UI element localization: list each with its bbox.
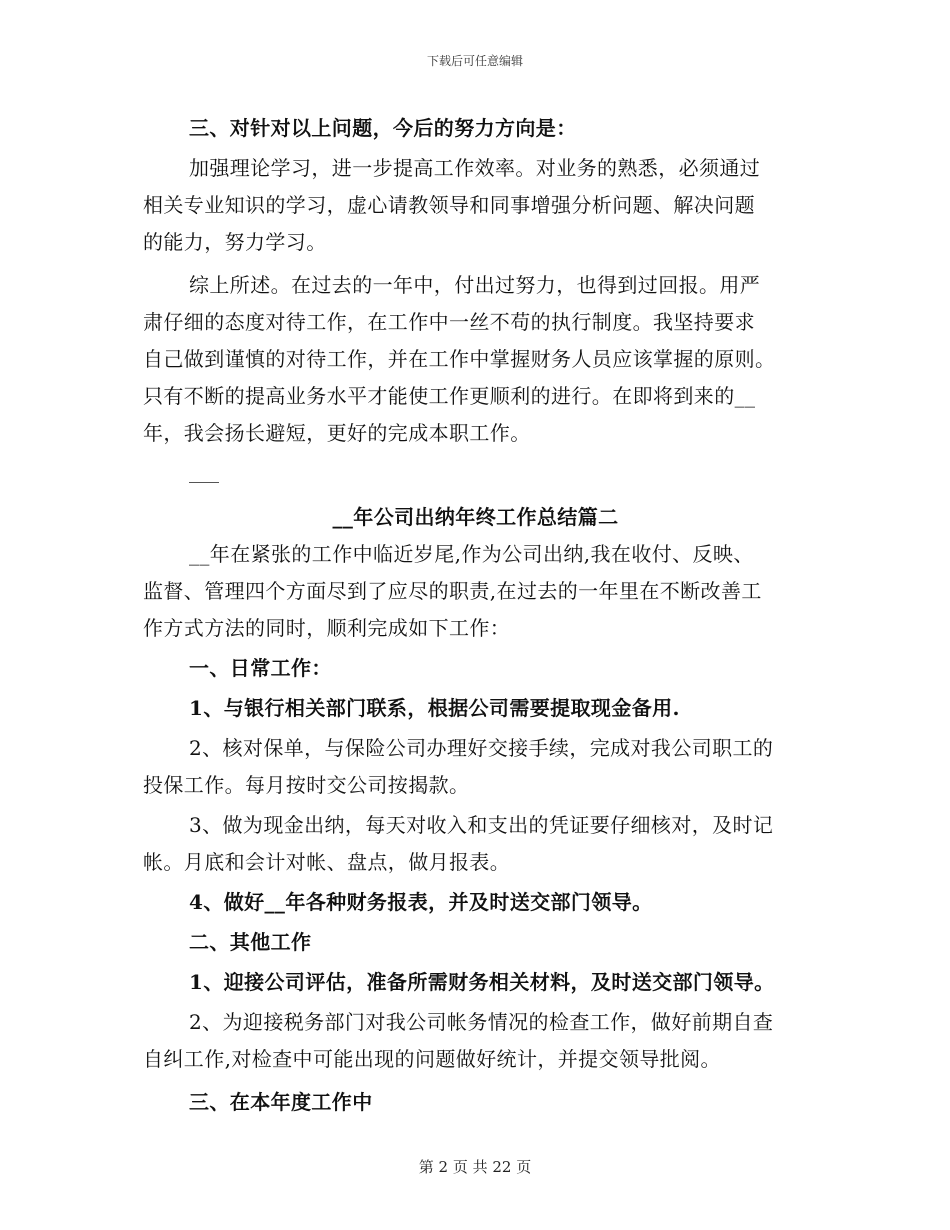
list-item: 1、迎接公司评估，准备所需财务相关材料，及时送交部门领导。 — [189, 970, 775, 994]
list-item: 3、做为现金出纳，每天对收入和支出的凭证要仔细核对，及时记 — [189, 813, 774, 837]
list-item: 投保工作。每月按时交公司按揭款。 — [143, 773, 470, 797]
paragraph-line: 肃仔细的态度对待工作，在工作中一丝不苟的执行制度。我坚持要求 — [143, 310, 755, 334]
paragraph-line: 自己做到谨慎的对待工作，并在工作中掌握财务人员应该掌握的原则。 — [143, 347, 776, 371]
paragraph-line: 监督、管理四个方面尽到了应尽的职责,在过去的一年里在不断改善工 — [143, 579, 762, 603]
paragraph-line: 相关专业知识的学习，虚心请教领导和同事增强分析问题、解决问题 — [143, 193, 755, 217]
section-heading: 三、在本年度工作中 — [189, 1090, 373, 1114]
list-item: 4、做好__年各种财务报表，并及时送交部门领导。 — [189, 890, 653, 914]
list-item: 2、为迎接税务部门对我公司帐务情况的检查工作，做好前期自查 — [189, 1010, 774, 1034]
paragraph-line: 综上所述。在过去的一年中，付出过努力，也得到过回报。用严 — [189, 273, 761, 297]
list-item: 1、与银行相关部门联系，根据公司需要提取现金备用. — [189, 696, 680, 720]
paragraph-line: 的能力，努力学习。 — [143, 230, 327, 254]
list-item: 自纠工作,对检查中可能出现的问题做好统计，并提交领导批阅。 — [143, 1047, 721, 1071]
paragraph-line: 加强理论学习，进一步提高工作效率。对业务的熟悉，必须通过 — [189, 156, 761, 180]
paragraph-line: 年，我会扬长避短，更好的完成本职工作。 — [143, 421, 531, 445]
article-title: __年公司出纳年终工作总结篇二 — [332, 505, 619, 529]
section-heading: 三、对针对以上问题，今后的努力方向是： — [189, 116, 577, 140]
paragraph-line: __年在紧张的工作中临近岁尾,作为公司出纳,我在收付、反映、 — [189, 542, 754, 566]
paragraph-line: 只有不断的提高业务水平才能使工作更顺利的进行。在即将到来的__ — [143, 384, 756, 408]
section-divider — [189, 482, 219, 483]
paragraph-line: 作方式方法的同时，顺利完成如下工作： — [143, 616, 511, 640]
page-number: 第 2 页 共 22 页 — [418, 1158, 532, 1176]
page-header: 下载后可任意编辑 — [426, 54, 523, 68]
list-item: 2、核对保单，与保险公司办理好交接手续，完成对我公司职工的 — [189, 736, 774, 760]
section-heading: 一、日常工作： — [189, 656, 332, 680]
document-body — [143, 110, 808, 1121]
section-heading: 二、其他工作 — [189, 930, 312, 954]
list-item: 帐。月底和会计对帐、盘点，做月报表。 — [143, 850, 511, 874]
